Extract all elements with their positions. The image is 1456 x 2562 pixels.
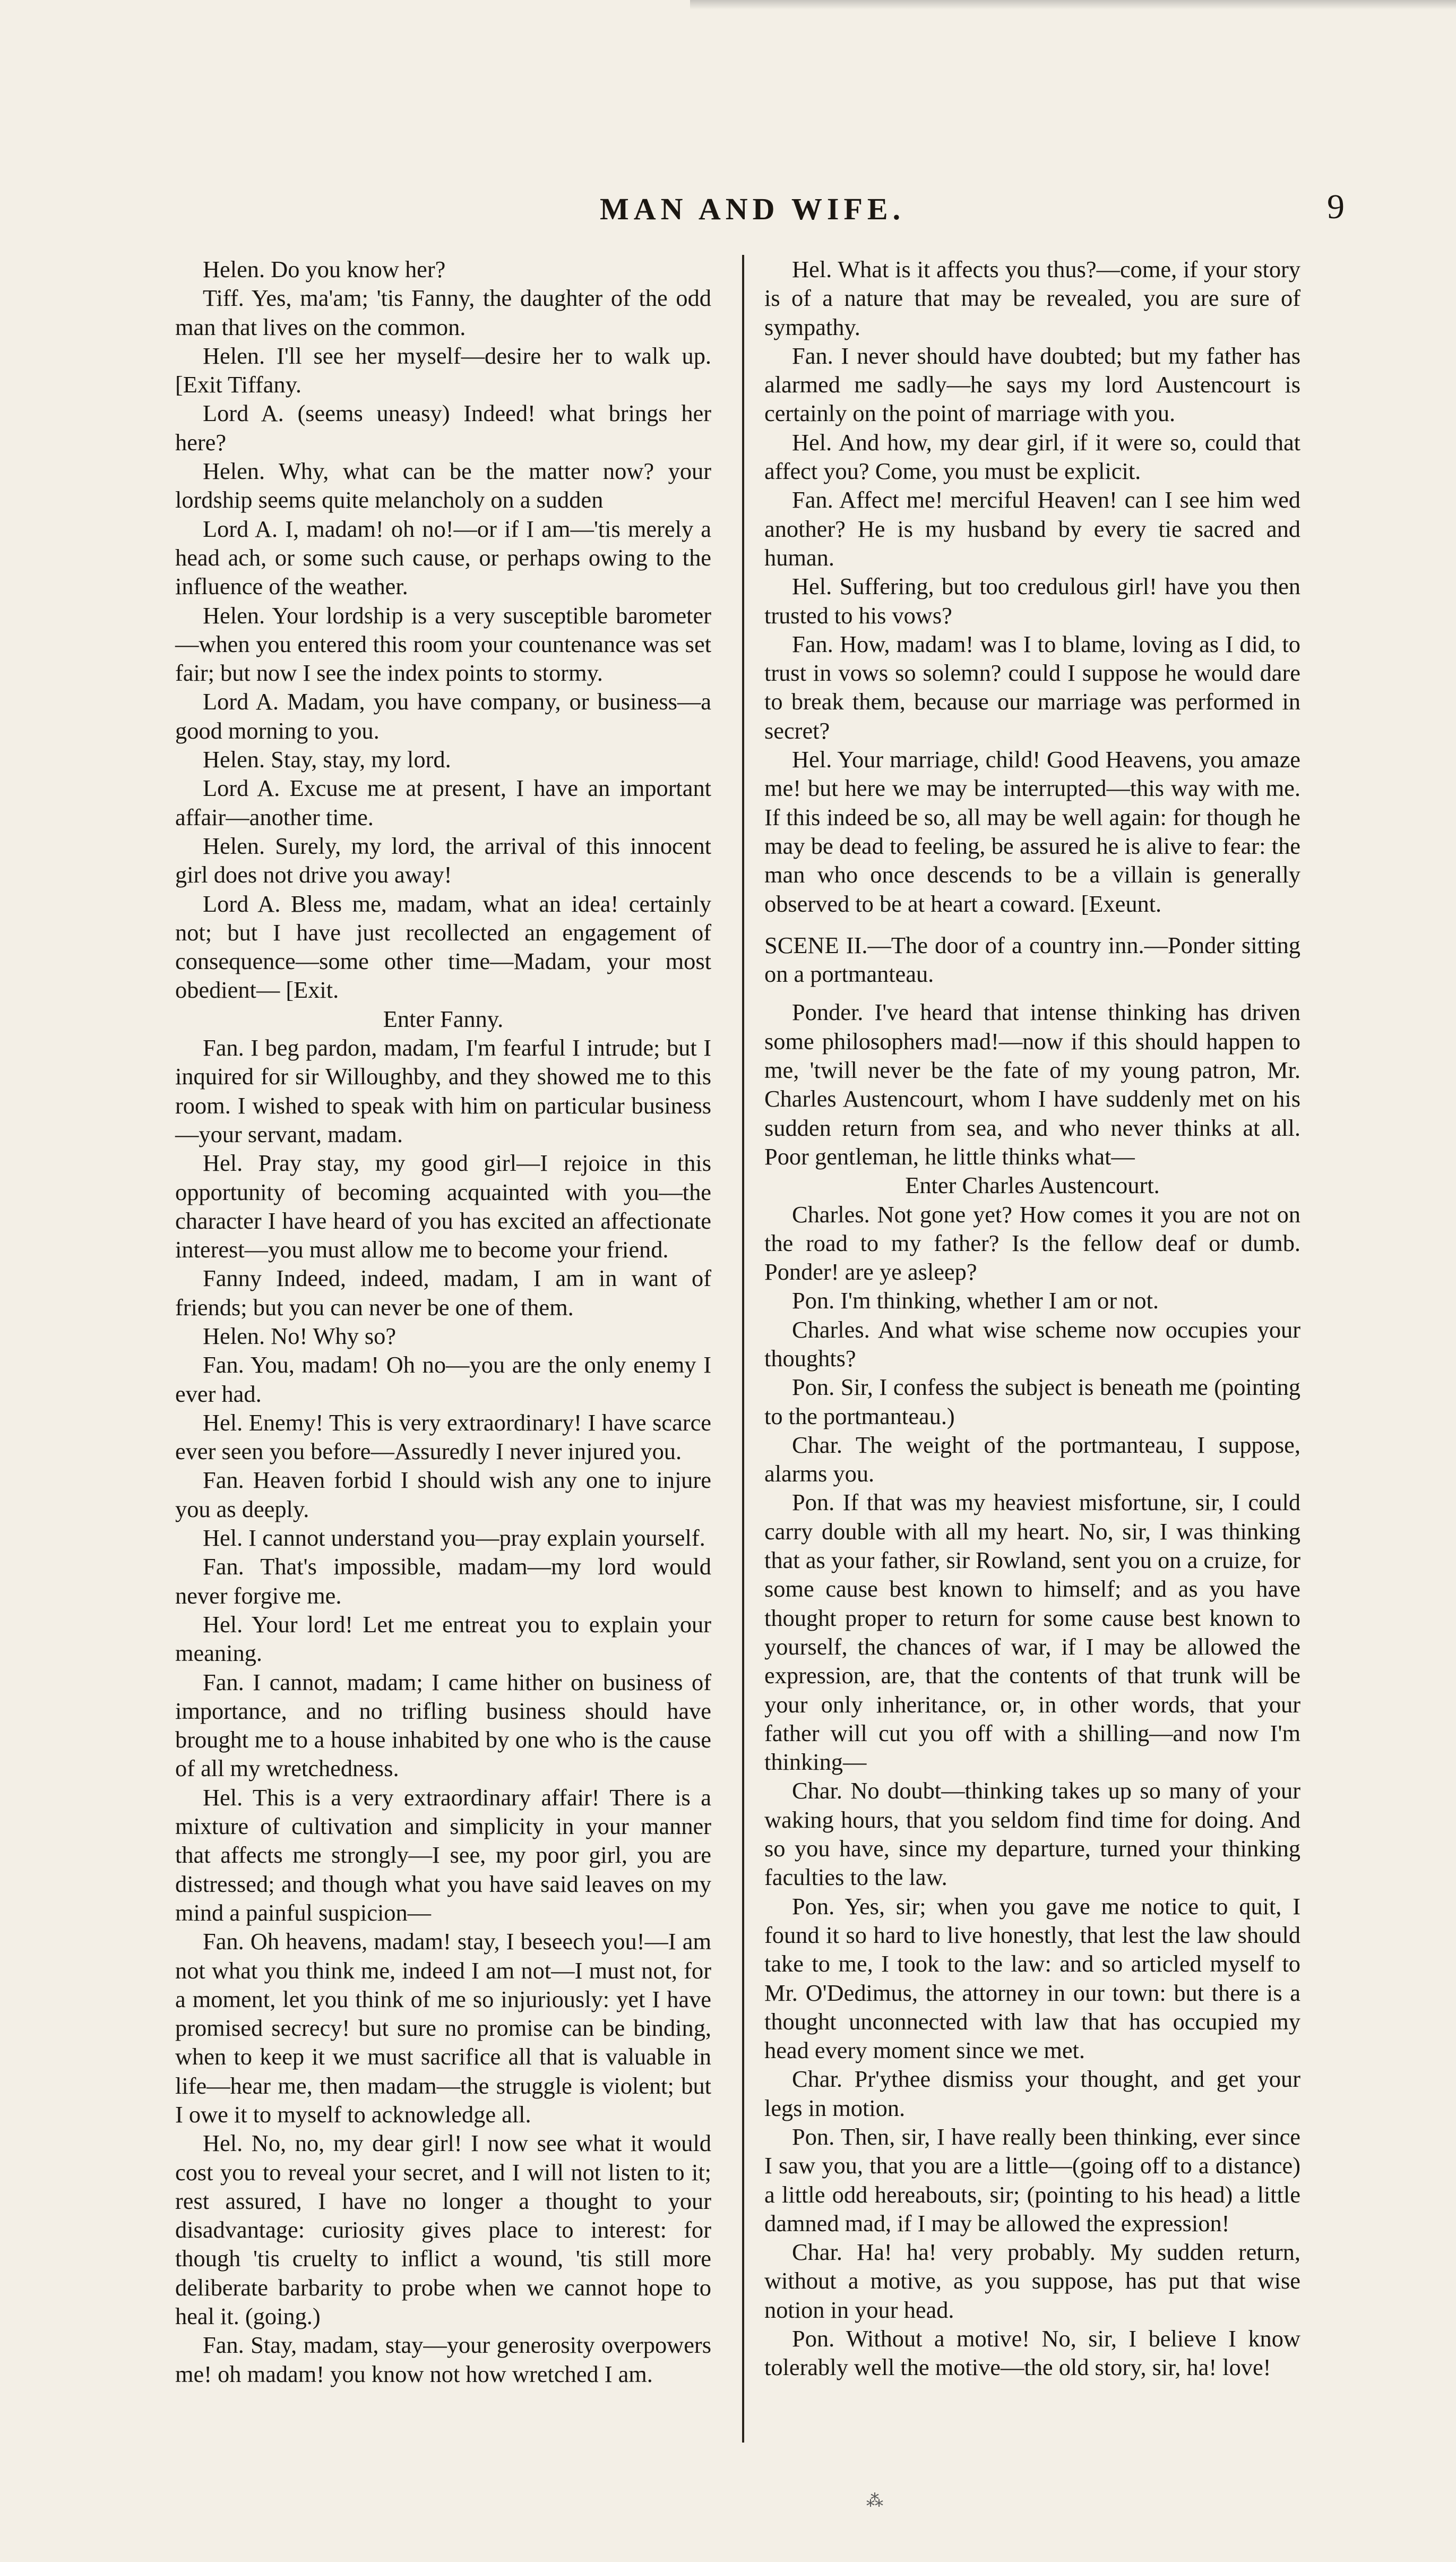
right-column (764, 255, 1300, 2382)
speech-line: Hel. And how, my dear girl, if it were so, could that affect you? Come, you must be explicit. (764, 429, 1300, 485)
speech-line: Fan. Oh heavens, madam! stay, I beseech you!—I am not what you think me, indeed I am not—I must not, for a moment, let you think of me so injuriously: yet I have promised secrecy! but sure no promise can be binding, when to keep it we must sacrifice all that is valuable in life—hear me, then madam—the struggle is violent; but I owe it to myself to acknowledge all. (175, 1928, 711, 2128)
speech-line: Helen. Stay, stay, my lord. (203, 746, 451, 773)
speech-line: Pon. I'm thinking, whether I am or not. (792, 1287, 1159, 1314)
speech-line: Hel. Enemy! This is very extraordinary! I have scarce ever seen you before—Assuredly I never injured you. (175, 1409, 711, 1465)
speech-line: Char. No doubt—thinking takes up so many of your waking hours, that you seldom find time for doing. And so you have, since my departure, turned your thinking faculties to the law. (764, 1777, 1300, 1891)
speech-line: Helen. Your lordship is a very susceptible barometer—when you entered this room your countenance was set fair; but now I see the index points to stormy. (175, 602, 711, 687)
speech-line: Hel. No, no, my dear girl! I now see what it would cost you to reveal your secret, and I will not listen to it; rest assured, I have no longer a thought to your disadvantage: curiosity gives place to interest: for though 'tis cruelty to inflict a wound, 'tis still more deliberate barbarity to probe when we cannot hope to heal it. (going.) (175, 2130, 711, 2330)
speech-line: Helen. Surely, my lord, the arrival of this innocent girl does not drive you away! (175, 832, 711, 888)
speech-line: Pon. Sir, I confess the subject is beneath me (pointing to the portmanteau.) (764, 1374, 1300, 1429)
speech-line: Fan. I never should have doubted; but my father has alarmed me sadly—he says my lord Austencourt is certainly on the point of marriage with you. (764, 342, 1300, 427)
speech-line: Pon. If that was my heaviest misfortune, sir, I could carry double with all my heart. No, sir, I was thinking that as your father, sir Rowland, sent you on a cruize, for some cause best known to himself; and as you have thought proper to return for some cause best known to yourself, the chances of war, if I may be allowed the expression, are, that the contents of that trunk will be your only inheritance, or, in other words, that your father will cut you off with a shilling—and now I'm thinking— (764, 1489, 1300, 1776)
speech-line: Hel. I cannot understand you—pray explain yourself. (203, 1524, 705, 1552)
speech-line: Fan. Affect me! merciful Heaven! can I see him wed another? He is my husband by every tie sacred and human. (764, 486, 1300, 571)
speech-line: Char. Pr'ythee dismiss your thought, and get your legs in motion. (764, 2066, 1300, 2121)
running-header (0, 187, 1456, 239)
speech-line: Tiff. Yes, ma'am; 'tis Fanny, the daughter of the odd man that lives on the common. (175, 285, 711, 340)
speech-line: Lord A. Bless me, madam, what an idea! certainly not; but I have just recollected an engagement of consequence—some other time—Madam, your most obedient— [Exit. (175, 890, 711, 1004)
speech-line: Lord A. I, madam! oh no!—or if I am—'tis merely a head ach, or some such cause, or perhaps owing to the influence of the weather. (175, 515, 711, 600)
speech-line: Lord A. (seems uneasy) Indeed! what brings her here? (175, 400, 711, 456)
speech-line: Fan. Heaven forbid I should wish any one to injure you as deeply. (175, 1467, 711, 1522)
speech-line: Helen. Why, what can be the matter now? your lordship seems quite melancholy on a sudden (175, 458, 711, 513)
speech-line: Helen. No! Why so? (203, 1322, 397, 1349)
speech-line: Charles. And what wise scheme now occupies your thoughts? (764, 1316, 1300, 1372)
stage-direction: Enter Charles Austencourt. (905, 1172, 1160, 1199)
page-edge-shadow (690, 0, 1456, 10)
scene-heading: SCENE II.—The door of a country inn.—Ponder sitting on a portmanteau. (764, 931, 1300, 988)
speech-line: Fan. You, madam! Oh no—you are the only enemy I ever had. (175, 1351, 711, 1407)
speech-line: Fan. That's impossible, madam—my lord would never forgive me. (175, 1553, 711, 1609)
speech-line: Hel. What is it affects you thus?—come, if your story is of a nature that may be revealed, you are sure of sympathy. (764, 256, 1300, 340)
left-column (175, 255, 711, 2388)
printer-mark: ⁂ (866, 2491, 883, 2510)
speech-line: Fan. I beg pardon, madam, I'm fearful I intrude; but I inquired for sir Willoughby, and they showed me to this room. I wished to speak with him on particular business—your servant, madam. (175, 1034, 711, 1147)
speech-line: Char. The weight of the portmanteau, I suppose, alarms you. (764, 1431, 1300, 1487)
speech-line: Char. Ha! ha! very probably. My sudden return, without a motive, as you suppose, has put that wise notion in your head. (764, 2239, 1300, 2323)
speech-line: Helen. I'll see her myself—desire her to walk up. [Exit Tiffany. (175, 342, 711, 398)
speech-line: Hel. Pray stay, my good girl—I rejoice in this opportunity of becoming acquainted with you—the character I have heard of you has excited an affectionate interest—you must allow me to become your friend. (175, 1150, 711, 1263)
running-title: MAN AND WIFE. (600, 192, 906, 226)
speech-line: Hel. Suffering, but too credulous girl! have you then trusted to his vows? (764, 573, 1300, 629)
speech-line: Lord A. Excuse me at present, I have an important affair—another time. (175, 775, 711, 830)
speech-line: Fan. I cannot, madam; I came hither on business of importance, and no trifling business should have brought me to a house inhabited by one who is the cause of all my wretchedness. (175, 1668, 711, 1782)
speech-line: Fan. Stay, madam, stay—your generosity overpowers me! oh madam! you know not how wretched I am. (175, 2332, 711, 2387)
speech-line: Fan. How, madam! was I to blame, loving as I did, to trust in vows so solemn? could I suppose he would dare to break them, because our marriage was performed in secret? (764, 630, 1300, 744)
speech-line: Hel. Your marriage, child! Good Heavens, you amaze me! but here we may be interrupted—this way with me. If this indeed be so, all may be well again: for though he may be dead to feeling, be assured he is alive to fear: the man who once descends to be a villain is generally observed to be at heart a coward. [Exeunt. (764, 746, 1300, 917)
speech-line: Pon. Then, sir, I have really been thinking, ever since I saw you, that you are a little—(going off to a distance) a little odd hereabouts, sir; (pointing to his head) a little damned mad, if I may be allowed the expression! (764, 2123, 1300, 2237)
speech-line: Ponder. I've heard that intense thinking has driven some philosophers mad!—now if this should happen to me, 'twill never be the fate of my young patron, Mr. Charles Austencourt, whom I have suddenly met on his sudden return from sea, and who never thinks at all. Poor gentleman, he little thinks what— (764, 999, 1300, 1170)
speech-line: Fanny Indeed, indeed, madam, I am in want of friends; but you can never be one of them. (175, 1265, 711, 1321)
speech-line: Helen. Do you know her? (203, 256, 446, 282)
speech-line: Hel. This is a very extraordinary affair! There is a mixture of cultivation and simplicity in your manner that affects me strongly—I see, my poor girl, you are distressed; and though what you have said leaves on my mind a painful suspicion— (175, 1784, 711, 1926)
speech-line: Charles. Not gone yet? How comes it you are not on the road to my father? Is the fellow deaf or dumb. Ponder! are ye asleep? (764, 1201, 1300, 1286)
speech-line: Hel. Your lord! Let me entreat you to explain your meaning. (175, 1610, 711, 1667)
stage-direction: Enter Fanny. (383, 1005, 504, 1032)
speech-line: Lord A. Madam, you have company, or business—a good morning to you. (175, 688, 711, 744)
speech-line: Pon. Yes, sir; when you gave me notice to quit, I found it so hard to live honestly, that lest the law should take to me, I took to the law: and so articled myself to Mr. O'Dedimus, the attorney in our town: but there is a thought unconnected with law that has occupied my head every moment since we met. (764, 1892, 1300, 2064)
column-divider (742, 255, 744, 2443)
speech-line: Pon. Without a motive! No, sir, I believe I know tolerably well the motive—the old story, sir, ha! love! (764, 2325, 1300, 2381)
page-number: 9 (1327, 187, 1345, 226)
